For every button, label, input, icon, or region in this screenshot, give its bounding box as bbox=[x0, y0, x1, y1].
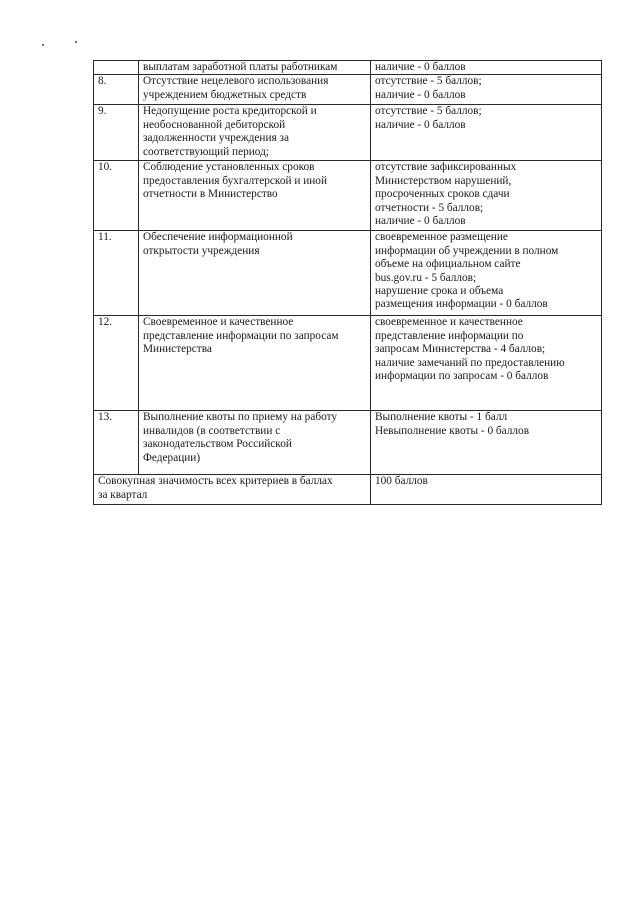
criterion-line: Соблюдение установленных сроков bbox=[143, 161, 315, 174]
criterion-line: законодательством Российской bbox=[143, 438, 292, 451]
score-line: наличие - 0 баллов bbox=[375, 118, 466, 131]
score-line: наличие - 0 баллов bbox=[375, 61, 466, 73]
criterion-line: Отсутствие нецелевого использования bbox=[143, 75, 329, 88]
table-row bbox=[94, 411, 602, 475]
row-number: 8. bbox=[94, 75, 139, 105]
table-row bbox=[94, 316, 602, 411]
criterion-line: открытости учреждения bbox=[143, 244, 260, 257]
row-number bbox=[94, 61, 139, 75]
score-line: своевременное и качественное bbox=[375, 316, 523, 329]
total-value-line: 100 баллов bbox=[375, 475, 428, 488]
total-row bbox=[94, 475, 602, 505]
score-line: отсутствие зафиксированных bbox=[375, 161, 517, 174]
criterion-score bbox=[371, 105, 602, 161]
criterion-line: соответствующий период; bbox=[143, 145, 270, 158]
criterion-score bbox=[371, 231, 602, 316]
criterion-line: необоснованной дебиторской bbox=[143, 118, 286, 131]
total-label bbox=[94, 475, 371, 505]
score-line: Невыполнение квоты - 0 баллов bbox=[375, 424, 530, 437]
criterion-line: представление информации по запросам bbox=[143, 329, 339, 342]
score-line: объеме на официальном сайте bbox=[375, 258, 521, 271]
criterion-line: инвалидов (в соответствии с bbox=[143, 424, 281, 437]
score-line: запросам Министерства - 4 баллов; bbox=[375, 343, 546, 356]
criterion-line: Выполнение квоты по приему на работу bbox=[143, 411, 338, 424]
criterion-line: Своевременное и качественное bbox=[143, 316, 294, 329]
total-value bbox=[371, 475, 602, 505]
criterion-score bbox=[371, 61, 602, 75]
score-line: наличие - 0 баллов bbox=[375, 88, 466, 101]
criterion-line: Обеспечение информационной bbox=[143, 231, 293, 244]
table-row bbox=[94, 105, 602, 161]
row-number: 13. bbox=[94, 411, 139, 475]
criterion-name bbox=[139, 61, 371, 75]
row-number: 11. bbox=[94, 231, 139, 316]
score-line: представление информации по bbox=[375, 329, 524, 342]
criterion-score bbox=[371, 161, 602, 231]
criterion-line: учреждением бюджетных средств bbox=[143, 88, 307, 101]
row-number: 12. bbox=[94, 316, 139, 411]
criterion-name bbox=[139, 316, 371, 411]
criterion-score bbox=[371, 411, 602, 475]
table-row bbox=[94, 61, 602, 75]
total-label-line: Совокупная значимость всех критериев в баллах bbox=[98, 475, 333, 488]
score-line: размещения информации - 0 баллов bbox=[375, 298, 548, 311]
scan-speck bbox=[75, 41, 77, 43]
criterion-line: Министерства bbox=[143, 343, 212, 356]
row-number: 10. bbox=[94, 161, 139, 231]
criterion-line: Федерации) bbox=[143, 451, 201, 464]
criteria-table bbox=[93, 60, 602, 505]
criterion-name bbox=[139, 161, 371, 231]
scan-speck bbox=[42, 44, 44, 46]
score-line: информации об учреждении в полном bbox=[375, 244, 559, 257]
criterion-score bbox=[371, 316, 602, 411]
total-label-line: за квартал bbox=[98, 488, 148, 501]
score-line: Министерством нарушений, bbox=[375, 174, 512, 187]
criterion-line: отчетности в Министерство bbox=[143, 188, 278, 201]
score-line: своевременное размещение bbox=[375, 231, 508, 244]
criterion-line: задолженности учреждения за bbox=[143, 132, 290, 145]
criterion-score bbox=[371, 75, 602, 105]
score-line: нарушение срока и объема bbox=[375, 285, 504, 298]
score-line: информации по запросам - 0 баллов bbox=[375, 370, 549, 383]
score-line: отсутствие - 5 баллов; bbox=[375, 105, 482, 118]
table-row bbox=[94, 231, 602, 316]
row-number: 9. bbox=[94, 105, 139, 161]
score-line: отчетности - 5 баллов; bbox=[375, 201, 484, 214]
score-line: наличие замечаний по предоставлению bbox=[375, 356, 565, 369]
criterion-name bbox=[139, 231, 371, 316]
criterion-name bbox=[139, 105, 371, 161]
score-line: просроченных сроков сдачи bbox=[375, 188, 510, 201]
criterion-name bbox=[139, 411, 371, 475]
score-line: наличие - 0 баллов bbox=[375, 215, 466, 228]
table-row bbox=[94, 75, 602, 105]
table-row bbox=[94, 161, 602, 231]
score-line: отсутствие - 5 баллов; bbox=[375, 75, 482, 88]
criterion-line: предоставления бухгалтерской и иной bbox=[143, 174, 327, 187]
criterion-line: Недопущение роста кредиторской и bbox=[143, 105, 317, 118]
score-line: Выполнение квоты - 1 балл bbox=[375, 411, 508, 424]
score-line: bus.gov.ru - 5 баллов; bbox=[375, 271, 477, 284]
criterion-name bbox=[139, 75, 371, 105]
criterion-line: выплатам заработной платы работникам bbox=[143, 61, 338, 73]
